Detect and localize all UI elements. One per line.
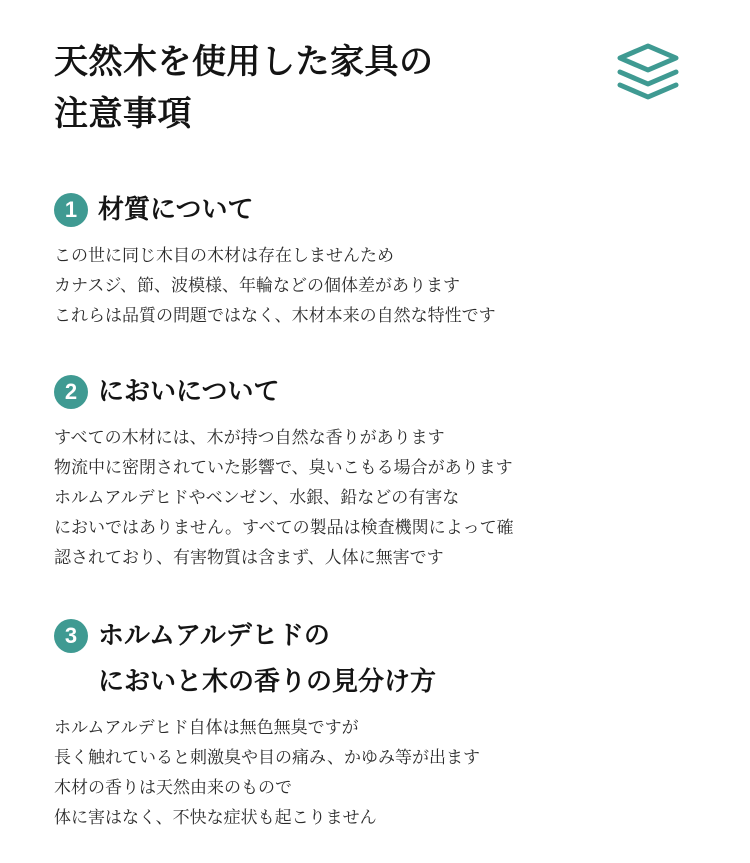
section-title-line: においについて: [98, 377, 280, 407]
section-heading: [54, 187, 496, 233]
section-number-badge: 3: [54, 619, 88, 653]
section-body: [54, 423, 514, 573]
section-title-line: においと木の香りの見分け方: [98, 667, 437, 697]
page-title-line: 天然木を使用した家具の: [54, 42, 434, 82]
body-line: この世に同じ木目の木材は存在しませんため: [54, 246, 394, 266]
body-line: カナスジ、節、波模様、年輪などの個体差があります: [54, 276, 460, 296]
section-title: [98, 613, 480, 705]
section-heading: [54, 613, 480, 705]
body-line: 体に害はなく、不快な症状も起こりません: [54, 808, 377, 828]
body-line: ホルムアルデヒドやベンゼン、水銀、鉛などの有害な: [54, 488, 460, 508]
section-distinguish: [54, 613, 480, 833]
section-material: [54, 187, 496, 331]
page-title-line: 注意事項: [54, 94, 192, 134]
section-number-badge: 1: [54, 193, 88, 227]
body-line: 物流中に密閉されていた影響で、臭いこもる場合があります: [54, 458, 513, 478]
section-smell: [54, 369, 514, 573]
body-line: 木材の香りは天然由来のもので: [54, 778, 292, 798]
section-title-line: 材質について: [98, 195, 254, 225]
body-line: 長く触れていると刺激臭や目の痛み、かゆみ等が出ます: [54, 748, 481, 768]
body-line: においではありません。すべての製品は検査機関によって確: [54, 518, 514, 538]
section-title: [98, 369, 514, 415]
body-line: ホルムアルデヒド自体は無色無臭ですが: [54, 718, 359, 738]
page-title: [54, 36, 434, 140]
section-heading: [54, 369, 514, 415]
body-line: 認されており、有害物質は含まず、人体に無害です: [54, 548, 444, 568]
section-number-badge: 2: [54, 375, 88, 409]
layers-icon: [612, 38, 684, 110]
section-body: [54, 241, 496, 331]
body-line: これらは品質の問題ではなく、木材本来の自然な特性です: [54, 306, 496, 326]
section-title-line: ホルムアルデヒドの: [98, 621, 330, 651]
body-line: すべての木材には、木が持つ自然な香りがあります: [54, 428, 445, 448]
section-title: [98, 187, 496, 233]
section-body: [54, 713, 480, 833]
